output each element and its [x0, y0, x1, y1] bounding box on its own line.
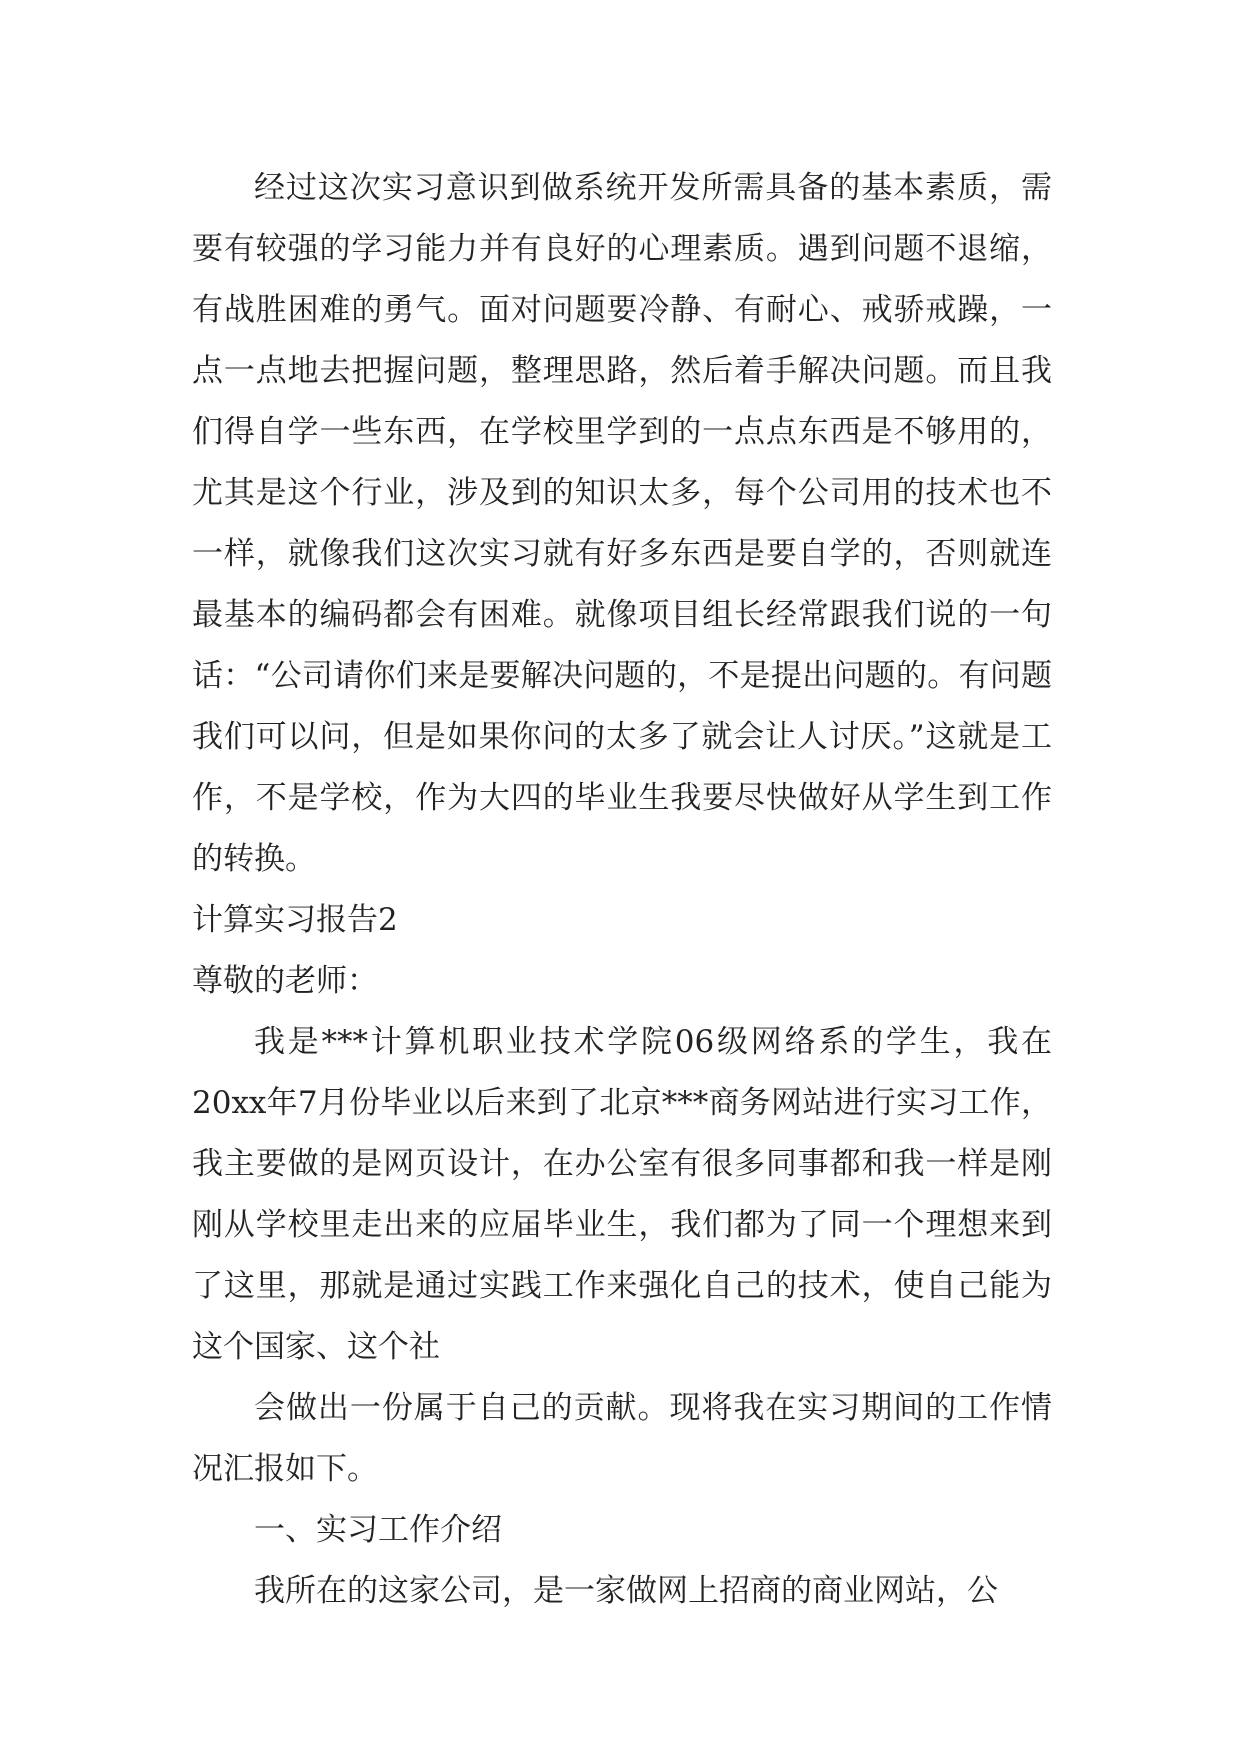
paragraph-report-intro: 会做出一份属于自己的贡献。现将我在实习期间的工作情况汇报如下。 [192, 1390, 1052, 1487]
salutation: 尊敬的老师： [192, 963, 378, 999]
subsection-heading: 一、实习工作介绍 [254, 1512, 502, 1548]
paragraph-experience-summary: 经过这次实习意识到做系统开发所需具备的基本素质，需要有较强的学习能力并有良好的心理素质。遇到问题不退缩，有战胜困难的勇气。面对问题要冷静、有耐心、戒骄戒躁，一点一点地去把握问题，整理思路，然后着手解决问题。而且我们得自学一些东西，在学校里学到的一点点东西是不够用的，尤其是这个行业，涉及到的知识太多，每个公司用的技术也不一样，就像我们这次实习就有好多东西是要自学的，否则就连最基本的编码都会有困难。就像项目组长经常跟我们说的一句话：“公司请你们来是要解决问题的，不是提出问题的。有问题我们可以问，但是如果你问的太多了就会让人讨厌。”这就是工作，不是学校，作为大四的毕业生我要尽快做好从学生到工作的转换。 [192, 170, 1052, 877]
document-page [192, 158, 1052, 1622]
paragraph-company: 我所在的这家公司，是一家做网上招商的商业网站，公 [254, 1573, 998, 1609]
paragraph-introduction: 我是***计算机职业技术学院06级网络系的学生，我在20xx年7月份毕业以后来到了北京***商务网站进行实习工作，我主要做的是网页设计，在办公室有很多同事都和我一样是刚刚从学校里走出来的应届毕业生，我们都为了同一个理想来到了这里，那就是通过实践工作来强化自己的技术，使自己能为这个国家、这个社 [192, 1024, 1052, 1365]
section-title: 计算实习报告2 [192, 902, 398, 938]
